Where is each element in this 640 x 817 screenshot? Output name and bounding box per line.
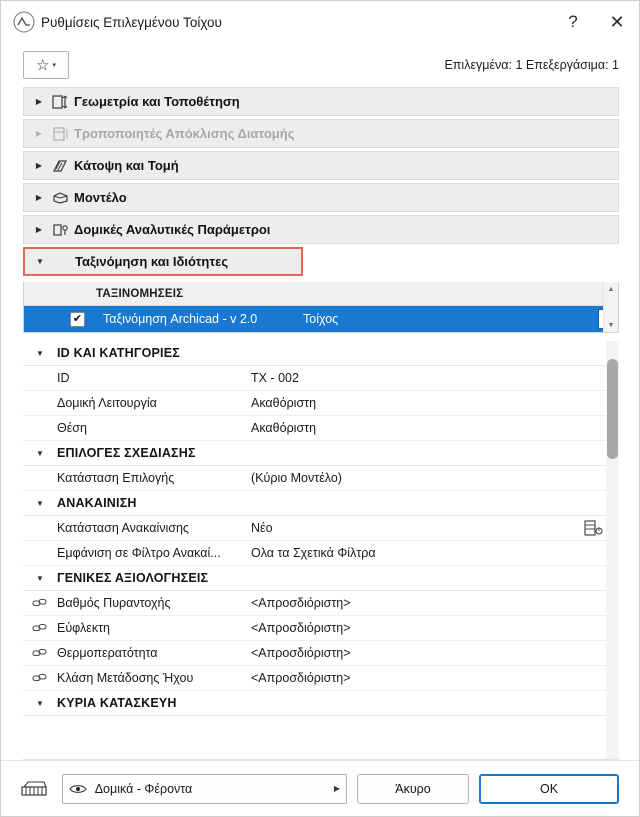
sidebar-item-model[interactable] xyxy=(23,183,619,212)
classification-name: Ταξινόμηση Archicad - v 2.0 xyxy=(103,312,258,326)
close-button[interactable]: ✕ xyxy=(609,11,625,32)
property-value[interactable]: <Απροσδιόριστη> xyxy=(251,621,351,635)
table-row[interactable] xyxy=(23,366,619,391)
property-group-label: ID ΚΑΙ ΚΑΤΗΓΟΡΙΕΣ xyxy=(57,346,180,360)
sidebar-item-label: Ταξινόμηση και Ιδιότητες xyxy=(75,254,229,269)
property-name: Κλάση Μετάδοσης Ήχου xyxy=(57,671,194,685)
classification-value: Τοίχος xyxy=(303,312,339,326)
help-button[interactable]: ? xyxy=(568,12,578,31)
property-name: Εμφάνιση σε Φίλτρο Ανακαί... xyxy=(57,546,221,560)
chevron-down-icon[interactable]: ▼ xyxy=(36,498,44,508)
ok-button[interactable]: OK xyxy=(479,774,619,804)
table-row[interactable] xyxy=(23,466,619,491)
property-group-header[interactable] xyxy=(23,691,619,716)
table-row[interactable] xyxy=(23,591,619,616)
renovation-status-icon[interactable] xyxy=(583,519,603,537)
table-row[interactable] xyxy=(23,391,619,416)
scroll-up-icon[interactable]: ▲ xyxy=(607,285,615,293)
wall-settings-icon xyxy=(9,7,39,37)
property-value[interactable]: Ακαθόριστη xyxy=(251,421,317,435)
classification-row[interactable] xyxy=(24,306,618,332)
property-group-header[interactable] xyxy=(23,566,619,591)
property-value[interactable]: (Κύριο Μοντέλο) xyxy=(251,471,342,485)
sidebar-item-label: Κάτοψη και Τομή xyxy=(74,158,179,173)
chevron-right-icon: ▶ xyxy=(35,193,43,202)
sidebar-item-label: Δομικές Αναλυτικές Παράμετροι xyxy=(74,222,271,237)
property-value[interactable]: <Απροσδιόριστη> xyxy=(251,646,351,660)
chevron-down-icon: ▼ xyxy=(36,257,44,266)
property-name: Θέση xyxy=(57,421,87,435)
sidebar-item-classification-properties[interactable] xyxy=(23,247,303,276)
property-name: Κατάσταση Ανακαίνισης xyxy=(57,521,189,535)
property-name: Δομική Λειτουργία xyxy=(57,396,157,410)
sidebar-item-label: Τροποποιητές Απόκλισης Διατομής xyxy=(74,126,295,141)
link-icon xyxy=(23,622,57,634)
classifications-header-label: ΤΑΞΙΝΟΜΗΣΕΙΣ xyxy=(96,287,184,300)
sidebar-item-label: Μοντέλο xyxy=(74,190,127,205)
chevron-right-icon: ▶ xyxy=(35,161,43,170)
property-group-label: ΚΥΡΙΑ ΚΑΤΑΣΚΕΥΗ xyxy=(57,696,177,710)
dialog-title: Ρυθμίσεις Επιλεγμένου Τοίχου xyxy=(41,14,222,30)
table-row[interactable] xyxy=(23,641,619,666)
link-icon xyxy=(23,672,57,684)
property-group-label: ΓΕΝΙΚΕΣ ΑΞΙΟΛΟΓΗΣΕΙΣ xyxy=(57,571,209,585)
property-value[interactable]: Ακαθόριστη xyxy=(251,396,317,410)
favorites-toolbar xyxy=(1,43,639,87)
layer-select[interactable] xyxy=(62,774,347,804)
section-list xyxy=(1,87,639,276)
chevron-down-icon: ▾ xyxy=(52,62,56,69)
properties-scrollbar-thumb[interactable] xyxy=(607,359,618,459)
chevron-down-icon[interactable]: ▼ xyxy=(36,698,44,708)
scroll-down-icon[interactable]: ▼ xyxy=(607,321,615,329)
classifications-panel xyxy=(23,282,619,333)
properties-scrollbar[interactable] xyxy=(606,341,619,759)
star-icon: ☆ xyxy=(36,56,50,74)
property-name: Θερμοπερατότητα xyxy=(57,646,158,660)
layer-value: Δομικά - Φέροντα xyxy=(94,781,193,796)
property-name: Εύφλεκτη xyxy=(57,621,111,635)
chevron-down-icon[interactable]: ▼ xyxy=(36,448,44,458)
property-value[interactable]: TX - 002 xyxy=(251,371,299,385)
chevron-right-icon: ▶ xyxy=(35,129,43,138)
table-row[interactable] xyxy=(23,666,619,691)
sidebar-item-floorplan-section[interactable] xyxy=(23,151,619,180)
pen-attributes-icon[interactable] xyxy=(19,774,52,804)
cancel-button[interactable]: Άκυρο xyxy=(357,774,469,804)
sidebar-item-geometry[interactable] xyxy=(23,87,619,116)
table-row[interactable] xyxy=(23,416,619,441)
sidebar-item-cross-section-modifiers xyxy=(23,119,619,148)
eye-icon xyxy=(69,783,87,795)
cross-section-modifiers-icon xyxy=(48,126,74,142)
geometry-icon xyxy=(48,94,74,110)
chevron-right-icon: ▶ xyxy=(35,97,43,106)
property-value[interactable]: <Απροσδιόριστη> xyxy=(251,596,351,610)
structural-analytical-icon xyxy=(48,222,74,238)
chevron-right-icon: ▶ xyxy=(333,784,340,793)
table-row[interactable] xyxy=(23,516,619,541)
property-name: Κατάσταση Επιλογής xyxy=(57,471,175,485)
chevron-right-icon: ▶ xyxy=(35,225,43,234)
property-group-label: ΕΠΙΛΟΓΕΣ ΣΧΕΔΙΑΣΗΣ xyxy=(57,446,196,460)
chevron-down-icon[interactable]: ▼ xyxy=(36,573,44,583)
property-name: Βαθμός Πυραντοχής xyxy=(57,596,171,610)
model-icon xyxy=(48,190,74,206)
table-row[interactable] xyxy=(23,541,619,566)
dialog-footer xyxy=(1,760,639,816)
property-value[interactable]: Ολα τα Σχετικά Φίλτρα xyxy=(251,546,376,560)
property-name: ID xyxy=(57,371,70,385)
titlebar xyxy=(1,1,639,43)
sidebar-item-structural-analytical[interactable] xyxy=(23,215,619,244)
classification-checkbox[interactable]: ✔ xyxy=(70,312,85,327)
selection-info: Επιλεγμένα: 1 Επεξεργάσιμα: 1 xyxy=(444,58,619,72)
property-group-header[interactable] xyxy=(23,491,619,516)
favorites-button[interactable] xyxy=(23,51,69,79)
classifications-scrollbar[interactable] xyxy=(603,282,618,332)
classifications-header xyxy=(24,282,618,306)
property-group-header[interactable] xyxy=(23,341,619,366)
floorplan-section-icon xyxy=(48,158,74,174)
property-value[interactable]: <Απροσδιόριστη> xyxy=(251,671,351,685)
link-icon xyxy=(23,597,57,609)
table-row[interactable] xyxy=(23,616,619,641)
properties-table xyxy=(23,341,619,760)
property-group-header[interactable] xyxy=(23,441,619,466)
property-value[interactable]: Νέο xyxy=(251,521,273,535)
chevron-down-icon[interactable]: ▼ xyxy=(36,348,44,358)
sidebar-item-label: Γεωμετρία και Τοποθέτηση xyxy=(74,94,240,109)
link-icon xyxy=(23,647,57,659)
property-group-label: ΑΝΑΚΑΙΝΙΣΗ xyxy=(57,496,137,510)
